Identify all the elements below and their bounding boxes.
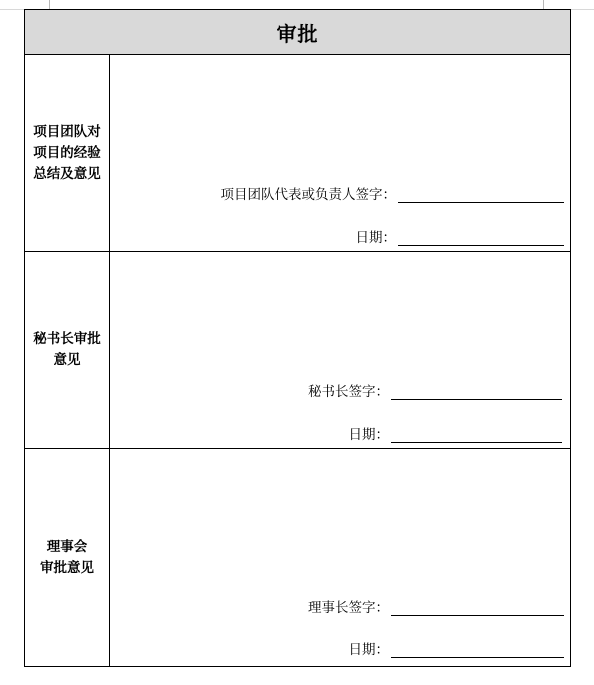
table-row-team-summary [25, 55, 571, 252]
label-line: 秘书长审批 [33, 331, 101, 347]
row-label-board [25, 449, 110, 667]
date-blank[interactable] [391, 428, 562, 443]
signature-field-secretary[interactable] [308, 380, 562, 400]
table-title: 审批 [25, 10, 571, 55]
label-line: 项目团队对 [33, 123, 101, 140]
signature-label: 秘书长签字： [308, 384, 389, 400]
signature-blank[interactable] [391, 385, 562, 400]
row-label-team-summary [25, 55, 110, 252]
page-margin-guide-left [49, 0, 50, 9]
label-line: 意见 [53, 352, 81, 368]
table-row-secretary [25, 252, 571, 449]
date-blank[interactable] [398, 231, 564, 246]
label-line: 理事会 [46, 538, 88, 555]
date-label: 日期： [348, 427, 389, 443]
approval-table [24, 9, 571, 667]
opinion-area-team[interactable] [110, 55, 571, 252]
signature-label: 理事长签字： [308, 600, 389, 616]
date-label: 日期： [355, 230, 396, 246]
signature-label: 项目团队代表或负责人签字： [220, 187, 396, 203]
date-label: 日期： [348, 642, 389, 658]
opinion-area-board[interactable] [110, 449, 571, 667]
date-field-team[interactable] [356, 226, 565, 246]
table-row-board [25, 449, 571, 667]
date-field-secretary[interactable] [349, 423, 563, 443]
label-line: 总结及意见 [33, 165, 101, 182]
label-line: 项目的经验 [33, 144, 101, 161]
opinion-area-secretary[interactable] [110, 252, 571, 449]
signature-blank[interactable] [391, 601, 564, 616]
date-blank[interactable] [391, 643, 564, 658]
page-margin-guide-right [543, 0, 544, 9]
signature-field-board[interactable] [308, 596, 564, 616]
label-line: 审批意见 [40, 559, 94, 576]
row-label-secretary [25, 252, 110, 449]
signature-field-team[interactable] [221, 183, 565, 203]
date-field-board[interactable] [349, 638, 565, 658]
signature-blank[interactable] [398, 188, 564, 203]
